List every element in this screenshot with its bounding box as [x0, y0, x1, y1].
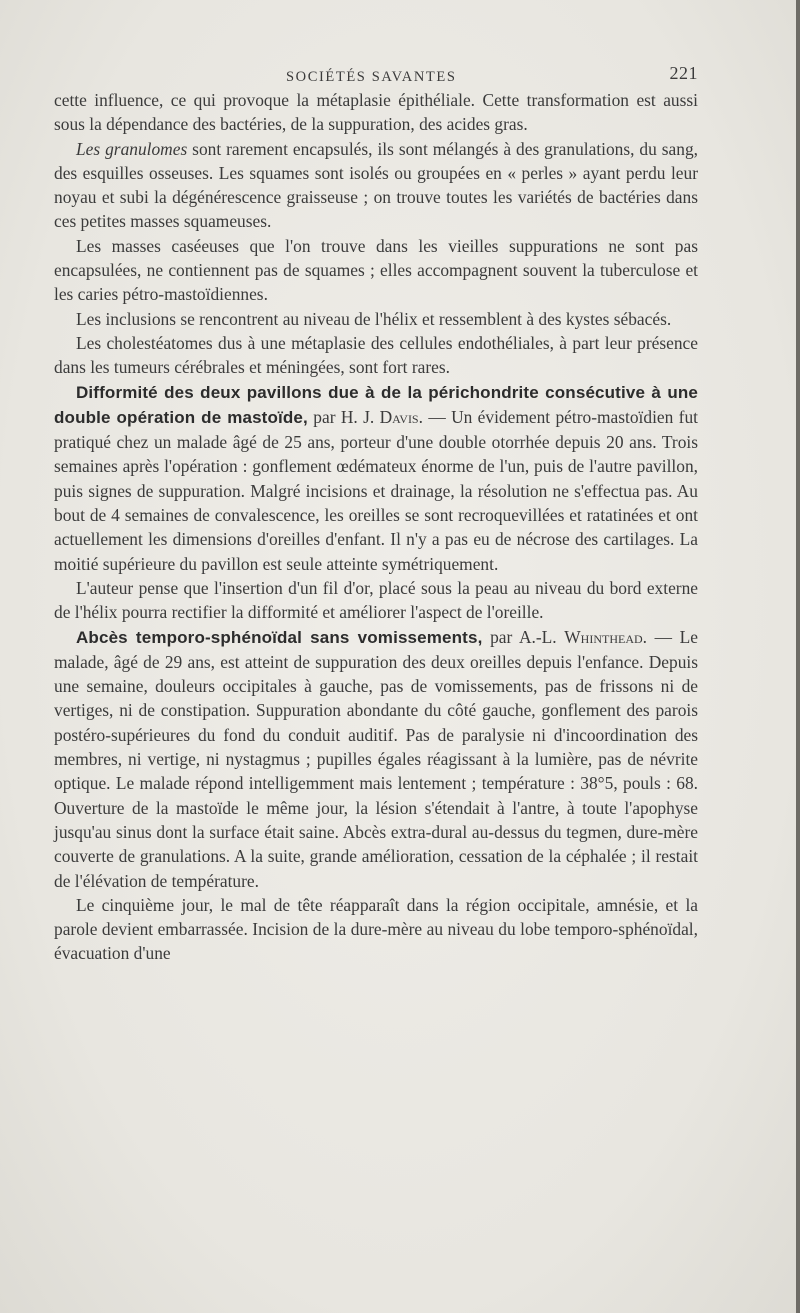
paragraph: Le cinquième jour, le mal de tête réapparaît dans la région occipitale, amnésie, et la parole devient embarrassée. Incision de la dure-mère au niveau du lobe temporo-sphénoïdal, évacuation d'une — [54, 894, 698, 964]
article-text: . — Le malade, âgé de 29 ans, est atteint de suppuration des deux oreilles depuis l'enfance. Depuis une semaine, douleurs occipitales à gauche, pas de vomissements, pas de frissons ni de vertiges, ni de constipation. Suppuration abondante du côté gauche, gonflement des parois postéro-supérieures du fond du conduit auditif. Pas de paralysie ni d'incoordination des membres, ni vertige, ni nystagmus ; pupilles égales réagissant à la lumière, pas de névrite optique. Le malade répond intelligemment mais lentement ; température : 38°5, pouls : 68. Ouverture de la mastoïde le même jour, la lésion s'étendait à l'antre, à toute l'apophyse jusqu'au sinus dont la surface était saine. Abcès extra-dural au-dessus du tegmen, dure-mère couverte de granulations. A la suite, grande amélioration, cessation de la céphalée ; il restait de l'élévation de température. — [54, 626, 698, 891]
byline: par H. J. — [307, 406, 380, 427]
paragraph-granulomes — [54, 137, 698, 234]
italic-term: Les granulomes — [76, 138, 188, 159]
paragraph: L'auteur pense que l'insertion d'un fil d'or, placé sous la peau au niveau du bord externe de l'hélix pourra rectifier la difformité et améliorer l'aspect de l'oreille. — [54, 577, 698, 623]
paragraph: Les cholestéatomes dus à une métaplasie des cellules endothéliales, à part leur présence dans les tumeurs cérébrales et méningées, sont fort rares. — [54, 332, 698, 378]
page-number: 221 — [669, 63, 698, 83]
author-name: Davis — [379, 406, 419, 427]
body-text — [54, 88, 698, 966]
article-entry-whinthead — [54, 625, 698, 893]
article-text: . — Un évidement pétro-mastoïdien fut pratiqué chez un malade âgé de 25 ans, porteur d'une double otorrhée depuis 20 ans. Trois semaines après l'opération : gonflement œdémateux énorme de l'un, puis de l'autre pavillon, puis signes de suppuration. Malgré incisions et drainage, la résolution ne s'effectua pas. Au bout de 4 semaines de convalescence, les oreilles se sont recroquevillées et ratatinées et ont actuellement les dimensions d'oreilles d'enfant. Il n'y a pas eu de nécrose des cartilages. La moitié supérieure du pavillon est seule atteinte symétriquement. — [54, 406, 698, 574]
paragraph: Les inclusions se rencontrent au niveau de l'hélix et ressemblent à des kystes sébacés. — [76, 308, 672, 329]
paragraph: Les masses caséeuses que l'on trouve dans les vieilles suppurations ne sont pas encapsulées, ne contiennent pas de squames ; elles accompagnent souvent la tuberculose et les caries pétro-mastoïdiennes. — [54, 235, 698, 305]
author-name: Whinthead — [564, 626, 643, 647]
paragraph: cette influence, ce qui provoque la métaplasie épithéliale. Cette transformation est aussi sous la dépendance des bactéries, de la suppuration, des acides gras. — [54, 90, 698, 135]
article-entry-davis — [54, 380, 698, 576]
paragraph-text: sont rarement encapsulés, ils sont mélangés à des granulations, du sang, des esquilles osseuses. Les squames sont isolés ou groupées en « perles » ayant perdu leur noyau et subi la dégénérescence graisseuse ; on trouve toutes les variétés de bactéries dans ces petites masses squameuses. — [54, 138, 698, 232]
article-heading: Abcès temporo-sphénoïdal sans vomissements, — [76, 627, 483, 647]
page-edge-shadow — [796, 0, 800, 1313]
byline: par A.-L. — [482, 626, 565, 647]
running-header — [54, 56, 698, 88]
running-title: SOCIÉTÉS SAVANTES — [286, 69, 457, 85]
article-heading: Difformité des deux pavillons due à de la périchondrite consécutive à une double opération de mastoïde, — [54, 382, 698, 427]
